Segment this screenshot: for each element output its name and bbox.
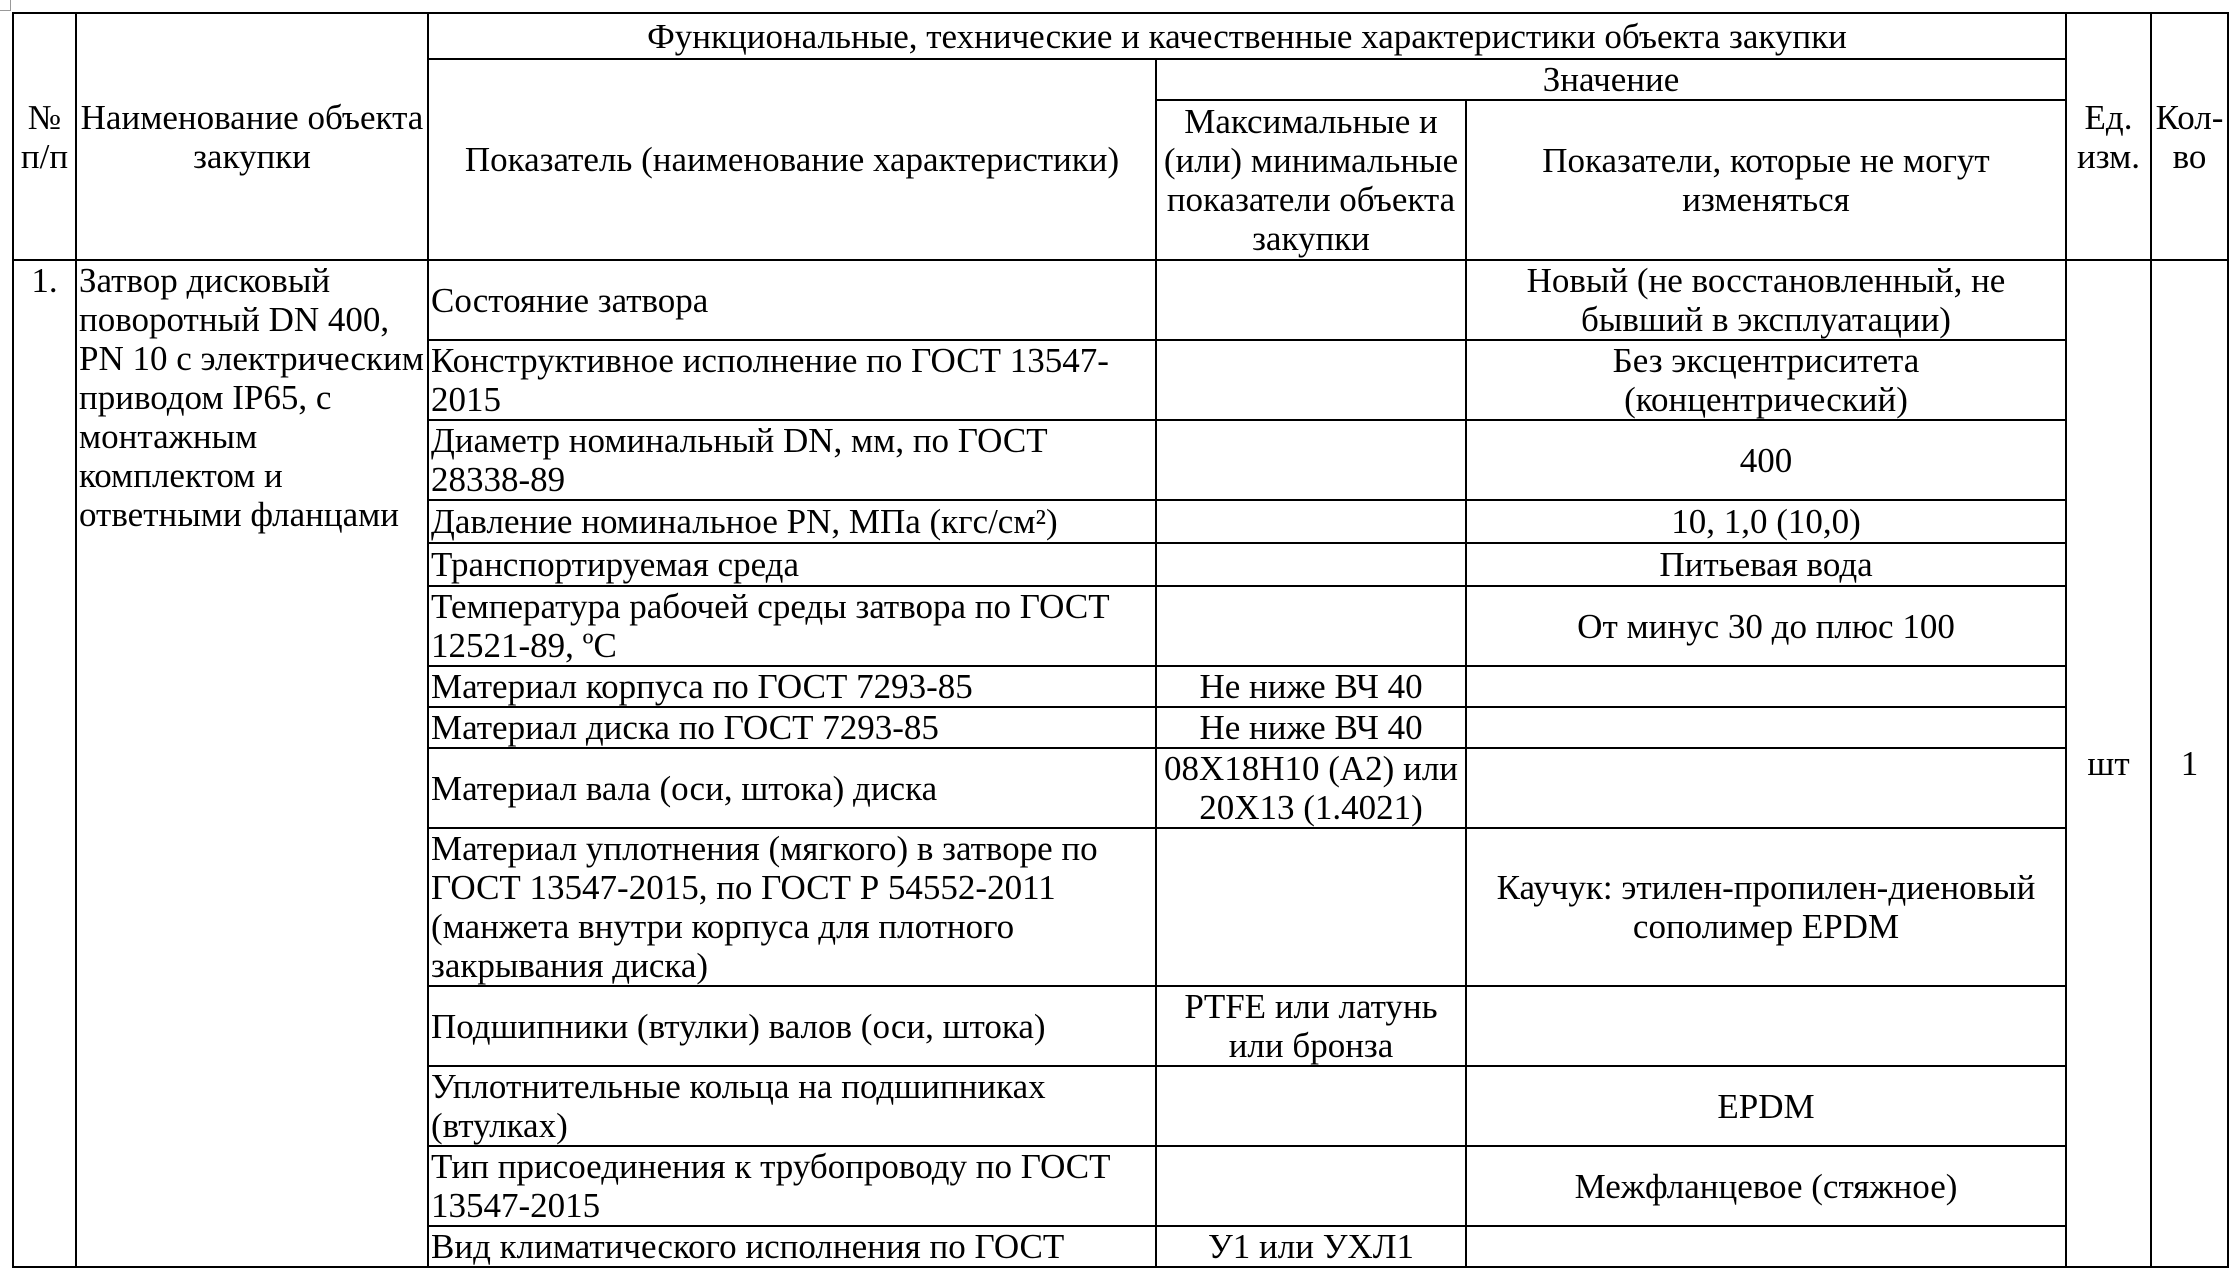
row-indicator: Тип присоединения к трубопроводу по ГОСТ 13547-2015 [428,1146,1156,1226]
header-name: Наименование объекта закупки [76,13,428,260]
header-indicator: Показатель (наименование характеристики) [428,59,1156,260]
row-maxmin: PTFE или латунь или бронза [1156,986,1466,1066]
row-indicator: Вид климатического исполнения по ГОСТ [428,1226,1156,1267]
row-indicator: Подшипники (втулки) валов (оси, штока) [428,986,1156,1066]
header-maxmin: Максимальные и (или) минимальные показатели объекта закупки [1156,100,1466,260]
row-maxmin [1156,420,1466,500]
row-indicator: Температура рабочей среды затвора по ГОСТ 12521-89, ºС [428,586,1156,666]
procurement-spec-table [12,12,2229,1268]
row-fixed [1466,666,2066,707]
row-fixed: Питьевая вода [1466,543,2066,586]
item-num: 1. [13,260,76,1267]
row-indicator: Состояние затвора [428,260,1156,340]
row-indicator: Материал диска по ГОСТ 7293-85 [428,707,1156,748]
row-indicator: Транспортируемая среда [428,543,1156,586]
row-indicator: Уплотнительные кольца на подшипниках (втулках) [428,1066,1156,1146]
row-fixed [1466,707,2066,748]
row-maxmin [1156,260,1466,340]
header-group: Функциональные, технические и качественные характеристики объекта закупки [428,13,2066,59]
item-name: Затвор дисковый поворотный DN 400, PN 10 с электрическим приводом IP65, с монтажным комплектом и ответными фланцами [76,260,428,1267]
row-maxmin [1156,828,1466,986]
header-qty: Кол-во [2151,13,2228,260]
row-indicator: Конструктивное исполнение по ГОСТ 13547-2015 [428,340,1156,420]
row-maxmin: Не ниже ВЧ 40 [1156,666,1466,707]
header-fixed: Показатели, которые не могут изменяться [1466,100,2066,260]
header-unit: Ед. изм. [2066,13,2151,260]
row-maxmin [1156,1066,1466,1146]
row-maxmin: 08Х18Н10 (А2) или 20Х13 (1.4021) [1156,748,1466,828]
row-maxmin [1156,586,1466,666]
row-indicator: Давление номинальное PN, МПа (кгс/см²) [428,500,1156,543]
item-qty: 1 [2151,260,2228,1267]
row-maxmin [1156,543,1466,586]
row-fixed: 10, 1,0 (10,0) [1466,500,2066,543]
row-indicator: Материал уплотнения (мягкого) в затворе по ГОСТ 13547-2015, по ГОСТ Р 54552-2011 (манжета внутри корпуса для плотного закрывания диска) [428,828,1156,986]
row-maxmin [1156,1146,1466,1226]
row-fixed: 400 [1466,420,2066,500]
row-fixed [1466,1226,2066,1267]
row-fixed: Межфланцевое (стяжное) [1466,1146,2066,1226]
row-indicator: Диаметр номинальный DN, мм, по ГОСТ 28338-89 [428,420,1156,500]
corner-marker [0,0,11,11]
row-fixed: От минус 30 до плюс 100 [1466,586,2066,666]
row-indicator: Материал корпуса по ГОСТ 7293-85 [428,666,1156,707]
row-fixed: Новый (не восстановленный, не бывший в эксплуатации) [1466,260,2066,340]
header-num: № п/п [13,13,76,260]
row-maxmin [1156,500,1466,543]
row-indicator: Материал вала (оси, штока) диска [428,748,1156,828]
row-maxmin: У1 или УХЛ1 [1156,1226,1466,1267]
row-maxmin: Не ниже ВЧ 40 [1156,707,1466,748]
header-value: Значение [1156,59,2066,100]
row-fixed [1466,748,2066,828]
row-fixed: Каучук: этилен-пропилен-диеновый сополимер EPDM [1466,828,2066,986]
row-fixed [1466,986,2066,1066]
row-fixed: Без эксцентриситета (концентрический) [1466,340,2066,420]
item-unit: шт [2066,260,2151,1267]
table-row [13,260,2228,340]
row-maxmin [1156,340,1466,420]
row-fixed: EPDM [1466,1066,2066,1146]
